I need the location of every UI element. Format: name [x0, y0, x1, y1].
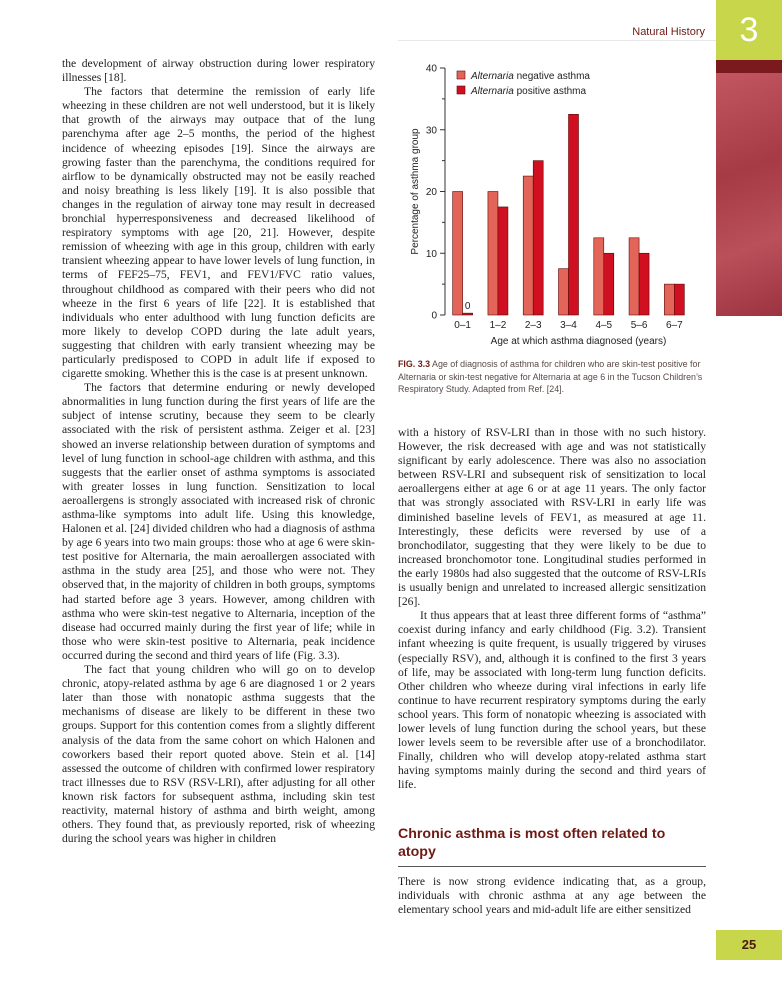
y-tick-label: 0 — [431, 310, 437, 322]
bar-negative — [453, 192, 463, 316]
running-header: Natural History — [632, 26, 705, 38]
bar-positive — [498, 207, 508, 315]
figure-caption — [398, 358, 706, 396]
figure-3-3 — [398, 55, 708, 355]
right-column-continued — [398, 875, 706, 917]
bar-positive — [639, 253, 649, 315]
y-tick-label: 20 — [425, 187, 437, 198]
bar-positive — [463, 313, 473, 315]
paragraph: the development of airway obstruction during lower respiratory illnesses [18]. — [62, 57, 375, 85]
legend-swatch — [457, 71, 465, 79]
y-tick-label: 10 — [425, 248, 437, 260]
section-heading: Chronic asthma is most often related to atopy — [398, 826, 666, 860]
chapter-tab: 3 — [716, 0, 782, 60]
caption-text: Age of diagnosis of asthma for children who are skin-test positive for Alternaria or skin-test negative for Alternaria at age 6 in the Tucson Children’s Respiratory Study. Adapted from Ref. [24]. — [398, 359, 703, 395]
bar-negative — [664, 284, 674, 315]
x-tick-label: 3–4 — [560, 320, 577, 331]
paragraph: There is now strong evidence indicating that, as a group, individuals with chronic asthma at any age between the elementary school years and mid-adult life are either sensitized — [398, 875, 706, 917]
y-tick-label: 30 — [425, 125, 437, 137]
y-axis-label: Percentage of asthma group — [410, 128, 421, 255]
legend-label: Alternaria negative asthma — [471, 71, 590, 82]
bar-negative — [523, 176, 533, 315]
right-column — [398, 426, 706, 792]
bar-positive — [674, 284, 684, 315]
left-column — [62, 57, 375, 846]
side-decoration — [716, 60, 782, 316]
figure-label: FIG. 3.3 — [398, 359, 431, 369]
paragraph: The fact that young children who will go on to develop chronic, atopy-related asthma by age 6 are diagnosed 1 or 2 years later than those with nonatopic asthma suggests that the mechanisms of disease are likely to be different in these two groups. Support for this contention comes from a slightly different analysis of the data from the same cohort on which Halonen and coworkers based their report quoted above. Stein et al. [14] assessed the outcome of children with confirmed lower respiratory tract illnesses due to RSV (RSV-LRI), after adjusting for all other known risk factors for subsequent asthma, including skin test reactivity, maternal history of asthma and birth weight, among others. They found that, as previously reported, risk of wheezing during the school years was higher in children — [62, 663, 375, 846]
legend-swatch — [457, 86, 465, 94]
bar-negative — [488, 192, 498, 316]
x-tick-label: 4–5 — [595, 320, 613, 331]
bar-positive — [569, 114, 579, 315]
x-tick-label: 6–7 — [666, 320, 683, 331]
x-axis-label: Age at which asthma diagnosed (years) — [490, 336, 667, 347]
y-tick-label: 40 — [425, 63, 437, 75]
paragraph: It thus appears that at least three different forms of “asthma” coexist during infancy and early childhood (Fig. 3.2). Transient infant wheezing is quite frequent, is usually triggered by viruses (especially RSV), and, although it is confined to the first 3 years of life, may be associated with long-term lung function deficits. Other children who wheeze during viral infections in early life continue to have recurrent respiratory symptoms during the early school years. This form of nonatopic wheezing is associated with lower levels of lung function during the school years, but these lower levels seem to be reversible after use of a bronchodilator. Finally, children who will develop atopy-related asthma start having symptoms mainly during the second and third years of life. — [398, 609, 706, 792]
bar-negative — [594, 238, 604, 315]
legend-label: Alternaria positive asthma — [471, 86, 587, 97]
page-tab — [716, 930, 782, 960]
x-tick-label: 2–3 — [524, 320, 542, 331]
bar-negative — [629, 238, 639, 315]
paragraph: with a history of RSV-LRI than in those with no such history. However, the risk decreased with age and was not statistically significant by early adolescence. There was also no association between RSV-LRI and subsequent risk of sensitization to local aeroallergens either at age 6 or at age 11 years. The only factor that was strongly associated with RSV-LRI in early life was diminished baseline levels of FEV1, as measured at age 11. Interestingly, these deficits were reversed by use of a bronchodilator, suggesting that they were likely to be due to increased bronchomotor tone. Longitudinal studies performed in the early 1980s had also suggested that the outcome of RSV-LRIs is usually benign and unrelated to increased allergic sensitization [26]. — [398, 426, 706, 609]
x-tick-label: 0–1 — [454, 320, 471, 331]
paragraph: The factors that determine enduring or newly developed abnormalities in lung function during the first years of life are the subject of intense scrutiny, because they seem to be clearly associated with the risk of persistent asthma. Zeiger et al. [23] showed an inverse relationship between duration of symptoms and level of lung function in school-age children with asthma, and this suggests that the earlier onset of asthma symptoms is associated with greater losses in lung function. Sensitization to local aeroallergens is strongly associated with increased risk of chronic asthma-like symptoms into adult life. Using this knowledge, Halonen et al. [24] divided children who had a diagnosis of asthma by age 6 years into two main groups: those who at age 6 were skin-test positive for Alternaria, the main aeroallergen associated with asthma in the study area [25], and those who were not. They observed that, in the majority of children in both groups, symptoms had started before age 3 years. However, among children with asthma who were skin-test negative to Alternaria, inception of the disease had occurred mainly during the first year of life; while in those who were skin-test positive to Alternaria, peak incidence occurred during the second and third years of life (Fig. 3.3). — [62, 381, 375, 662]
bar-positive — [604, 253, 614, 315]
bar-negative — [559, 269, 569, 315]
bar-chart — [398, 55, 708, 355]
x-tick-label: 1–2 — [489, 320, 507, 331]
data-label: 0 — [464, 301, 471, 313]
page-number: 25 — [741, 937, 757, 952]
bar-positive — [533, 161, 543, 315]
x-tick-label: 5–6 — [630, 320, 648, 331]
heading-rule — [398, 866, 706, 867]
paragraph: The factors that determine the remission of early life wheezing in these children are not well understood, but it is likely that growth of the airways may outpace that of the lung parenchyma after age 2–5 months, the period of the highest incidence of wheezing episodes [19]. Since the airways are growing faster than the parenchyma, the conditions required for airflow to be dynamically obstructed may not be easily reached and noisy breathing is less likely [19]. It is also possible that changes in the regulation of airway tone may result in decreased bronchial hyperresponsiveness and decreased likelihood of respiratory symptoms with age [20, 21]. However, despite remission of wheezing with age in this group, children with early transient wheezing appear to have lower levels of lung function, in terms of FEF25–75, FEV1, and FEV1/FVC ratio values, throughout childhood as compared with their peers who did not wheeze in the first 6 years of life [22]. It is established that individuals who enter adulthood with lung function deficits are more likely to develop COPD during the late adult years, suggesting that children with early transient wheezing may be particularly predisposed to COPD in adult life if exposed to cigarette smoking. Whether this is the case is at present unknown. — [62, 85, 375, 381]
